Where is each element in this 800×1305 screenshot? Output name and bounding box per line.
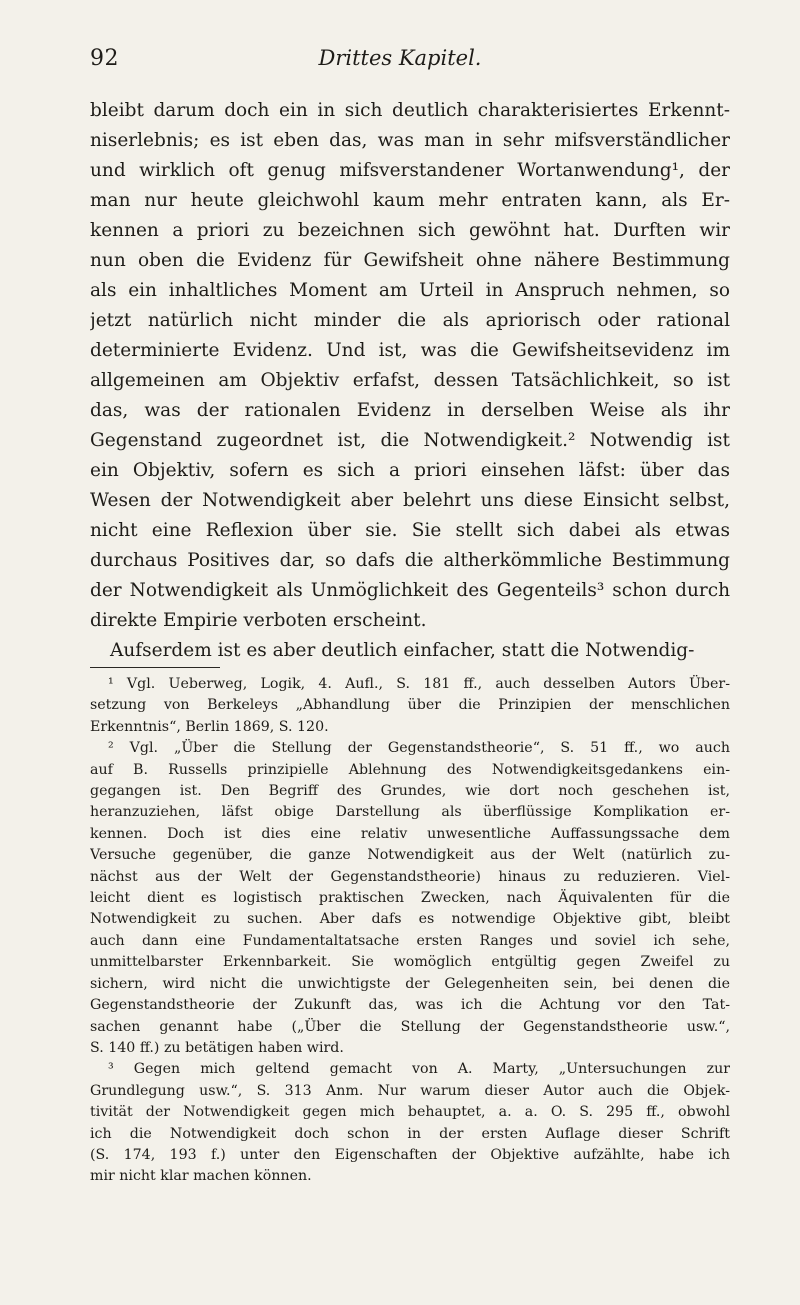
footnote-line: Erkenntnis“, Berlin 1869, S. 120. <box>90 718 329 735</box>
body-line: durchaus Positives dar, so dafs die altherkömmliche Bestimmung <box>90 550 730 571</box>
body-line: nicht eine Reflexion über sie. Sie stellt sich dabei als etwas <box>90 520 730 541</box>
footnote-line: ³ Gegen mich geltend gemacht von A. Marty, „Untersuchungen zur <box>108 1061 730 1078</box>
footnote-line: gegangen ist. Den Begriff des Grundes, wie dort noch geschehen ist, <box>90 783 730 800</box>
body-line: direkte Empirie verboten erscheint. <box>90 610 427 631</box>
footnote-line: ¹ Vgl. Ueberweg, Logik, 4. Aufl., S. 181 ff., auch desselben Autors Über- <box>108 676 730 692</box>
body-line: Aufserdem ist es aber deutlich einfacher, statt die Notwendig- <box>110 640 695 661</box>
footnote-line: leicht dient es logistisch praktischen Zwecken, nach Äquivalenten für die <box>90 890 730 907</box>
footnote-line: (S. 174, 193 f.) unter den Eigenschaften der Objektive aufzählte, habe ich <box>90 1146 730 1163</box>
footnote-line: Notwendigkeit zu suchen. Aber dafs es notwendige Objektive gibt, bleibt <box>90 911 730 928</box>
page-number: 92 <box>90 46 119 71</box>
body-line: man nur heute gleichwohl kaum mehr entraten kann, als Er- <box>90 190 730 211</box>
footnote-line: unmittelbarster Erkennbarkeit. Sie womöglich entgültig gegen Zweifel zu <box>90 954 730 971</box>
body-line: Gegenstand zugeordnet ist, die Notwendigkeit.² Notwendig ist <box>90 430 730 451</box>
footnotes <box>90 674 730 1188</box>
footnote-line: sichern, wird nicht die unwichtigste der Gelegenheiten sein, bei denen die <box>90 975 730 992</box>
body-line: Wesen der Notwendigkeit aber belehrt uns diese Einsicht selbst, <box>90 490 730 511</box>
body-line: ein Objektiv, sofern es sich a priori einsehen läfst: über das <box>90 460 730 481</box>
body-line: das, was der rationalen Evidenz in derselben Weise als ihr <box>90 400 730 421</box>
footnote-line: setzung von Berkeleys „Abhandlung über die Prinzipien der menschlichen <box>90 697 730 714</box>
body-line: nun oben die Evidenz für Gewifsheit ohne nähere Bestimmung <box>90 250 730 271</box>
footnote-line: Gegenstandstheorie der Zukunft das, was ich die Achtung vor den Tat- <box>90 997 730 1014</box>
footnote-line: S. 140 ff.) zu betätigen haben wird. <box>90 1039 344 1056</box>
footnote-line: Grundlegung usw.“, S. 313 Anm. Nur warum dieser Autor auch die Objek- <box>90 1082 730 1099</box>
body-line: als ein inhaltliches Moment am Urteil in Anspruch nehmen, so <box>90 280 730 301</box>
footnote-line: nächst aus der Welt der Gegenstandstheorie) hinaus zu reduzieren. Viel- <box>90 868 730 885</box>
body-line: bleibt darum doch ein in sich deutlich charakterisiertes Erkennt- <box>90 100 730 121</box>
footnote-rule <box>90 667 220 668</box>
footnote-line: kennen. Doch ist dies eine relativ unwesentliche Auffassungssache dem <box>90 825 730 842</box>
footnote-line: auf B. Russells prinzipielle Ablehnung des Notwendigkeitsgedankens ein- <box>90 761 730 778</box>
footnote-line: ich die Notwendigkeit doch schon in der ersten Auflage dieser Schrift <box>90 1125 730 1142</box>
footnote-line: mir nicht klar machen können. <box>90 1168 312 1185</box>
body-line: allgemeinen am Objektiv erfafst, dessen Tatsächlichkeit, so ist <box>90 370 730 391</box>
body-line: der Notwendigkeit als Unmöglichkeit des Gegenteils³ schon durch <box>90 580 730 601</box>
body-text <box>90 96 730 666</box>
body-line: jetzt natürlich nicht minder die als apriorisch oder rational <box>90 310 730 331</box>
footnote-line: tivität der Notwendigkeit gegen mich behauptet, a. a. O. S. 295 ff., obwohl <box>90 1104 730 1121</box>
body-line: niserlebnis; es ist eben das, was man in sehr mifsverständlicher <box>90 130 730 151</box>
footnote-line: Versuche gegenüber, die ganze Notwendigkeit aus der Welt (natürlich zu- <box>90 847 730 864</box>
footnote-line: ² Vgl. „Über die Stellung der Gegenstandstheorie“, S. 51 ff., wo auch <box>108 740 730 757</box>
running-head: Drittes Kapitel. <box>318 46 482 70</box>
body-line: und wirklich oft genug mifsverstandener Wortanwendung¹, der <box>90 160 730 181</box>
body-line: determinierte Evidenz. Und ist, was die Gewifsheitsevidenz im <box>90 340 730 361</box>
footnote-line: sachen genannt habe („Über die Stellung der Gegenstandstheorie usw.“, <box>90 1018 730 1035</box>
body-line: kennen a priori zu bezeichnen sich gewöhnt hat. Durften wir <box>90 220 730 241</box>
footnote-line: auch dann eine Fundamentaltatsache ersten Ranges und soviel ich sehe, <box>90 932 730 949</box>
footnote-line: heranzuziehen, läfst obige Darstellung als überflüssige Komplikation er- <box>90 804 730 821</box>
